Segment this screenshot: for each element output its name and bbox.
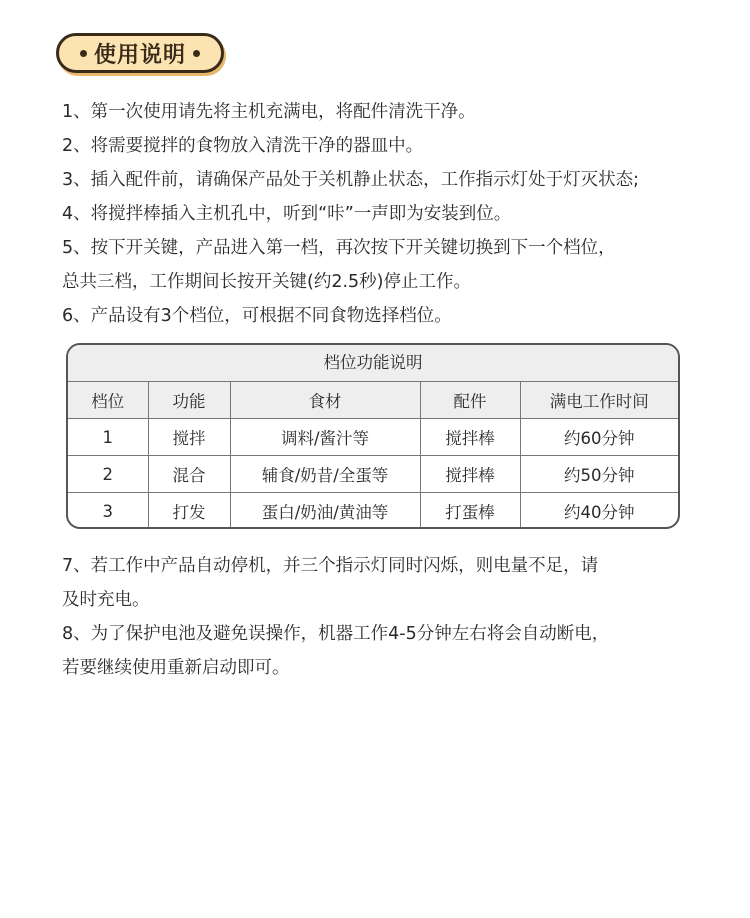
gear-function-table (66, 343, 680, 529)
instruction-line-1: 1、第一次使用请先将主机充满电，将配件清洗干净。 (62, 102, 476, 122)
table-cell: 搅拌 (148, 419, 230, 456)
table-cell: 蛋白/奶油/黄油等 (230, 493, 420, 530)
table-row (68, 493, 678, 530)
instruction-line-8: 8、为了保护电池及避免误操作，机器工作4-5分钟左右将会自动断电， (62, 624, 610, 644)
instruction-line-6: 6、产品设有3个档位，可根据不同食物选择档位。 (62, 306, 452, 326)
table-cell: 3 (68, 493, 148, 530)
table-row (68, 456, 678, 493)
table-cell: 搅拌棒 (420, 456, 520, 493)
instruction-line-4: 4、将搅拌棒插入主机孔中，听到“咔”一声即为安装到位。 (62, 204, 512, 224)
table-cell: 2 (68, 456, 148, 493)
instruction-list-2 (62, 549, 712, 685)
table-cell: 混合 (148, 456, 230, 493)
instruction-line-5: 5、按下开关键，产品进入第一档，再次按下开关键切换到下一个档位， (62, 238, 616, 258)
table-row (68, 419, 678, 456)
table-cell: 辅食/奶昔/全蛋等 (230, 456, 420, 493)
instruction-line-3: 3、插入配件前，请确保产品处于关机静止状态，工作指示灯处于灯灭状态; (62, 170, 640, 190)
instruction-list (62, 95, 712, 333)
header-cell: 配件 (420, 382, 520, 419)
instruction-line-2: 2、将需要搅拌的食物放入清洗干净的器皿中。 (62, 136, 424, 156)
table-cell: 搅拌棒 (420, 419, 520, 456)
table-cell: 约40分钟 (520, 493, 678, 530)
instruction-line-5-cont: 总共三档，工作期间长按开关键(约2.5秒)停止工作。 (62, 272, 471, 292)
table-cell: 约60分钟 (520, 419, 678, 456)
table-title: 档位功能说明 (68, 345, 678, 382)
header-cell: 档位 (68, 382, 148, 419)
table-cell: 1 (68, 419, 148, 456)
instruction-line-8-cont: 若要继续使用重新启动即可。 (62, 658, 290, 678)
table-cell: 打蛋棒 (420, 493, 520, 530)
table-grid (68, 382, 678, 529)
table-cell: 打发 (148, 493, 230, 530)
section-title-badge (56, 33, 224, 73)
header-cell: 满电工作时间 (520, 382, 678, 419)
header-cell: 食材 (230, 382, 420, 419)
header-cell: 功能 (148, 382, 230, 419)
table-cell: 调料/酱汁等 (230, 419, 420, 456)
table-cell: 约50分钟 (520, 456, 678, 493)
bullet-dot-icon (80, 50, 87, 57)
bullet-dot-icon (193, 50, 200, 57)
instruction-line-7: 7、若工作中产品自动停机，并三个指示灯同时闪烁，则电量不足，请 (62, 556, 599, 576)
section-title: 使用说明 (93, 42, 186, 68)
table-header-row (68, 382, 678, 419)
instruction-line-7-cont: 及时充电。 (62, 590, 150, 610)
